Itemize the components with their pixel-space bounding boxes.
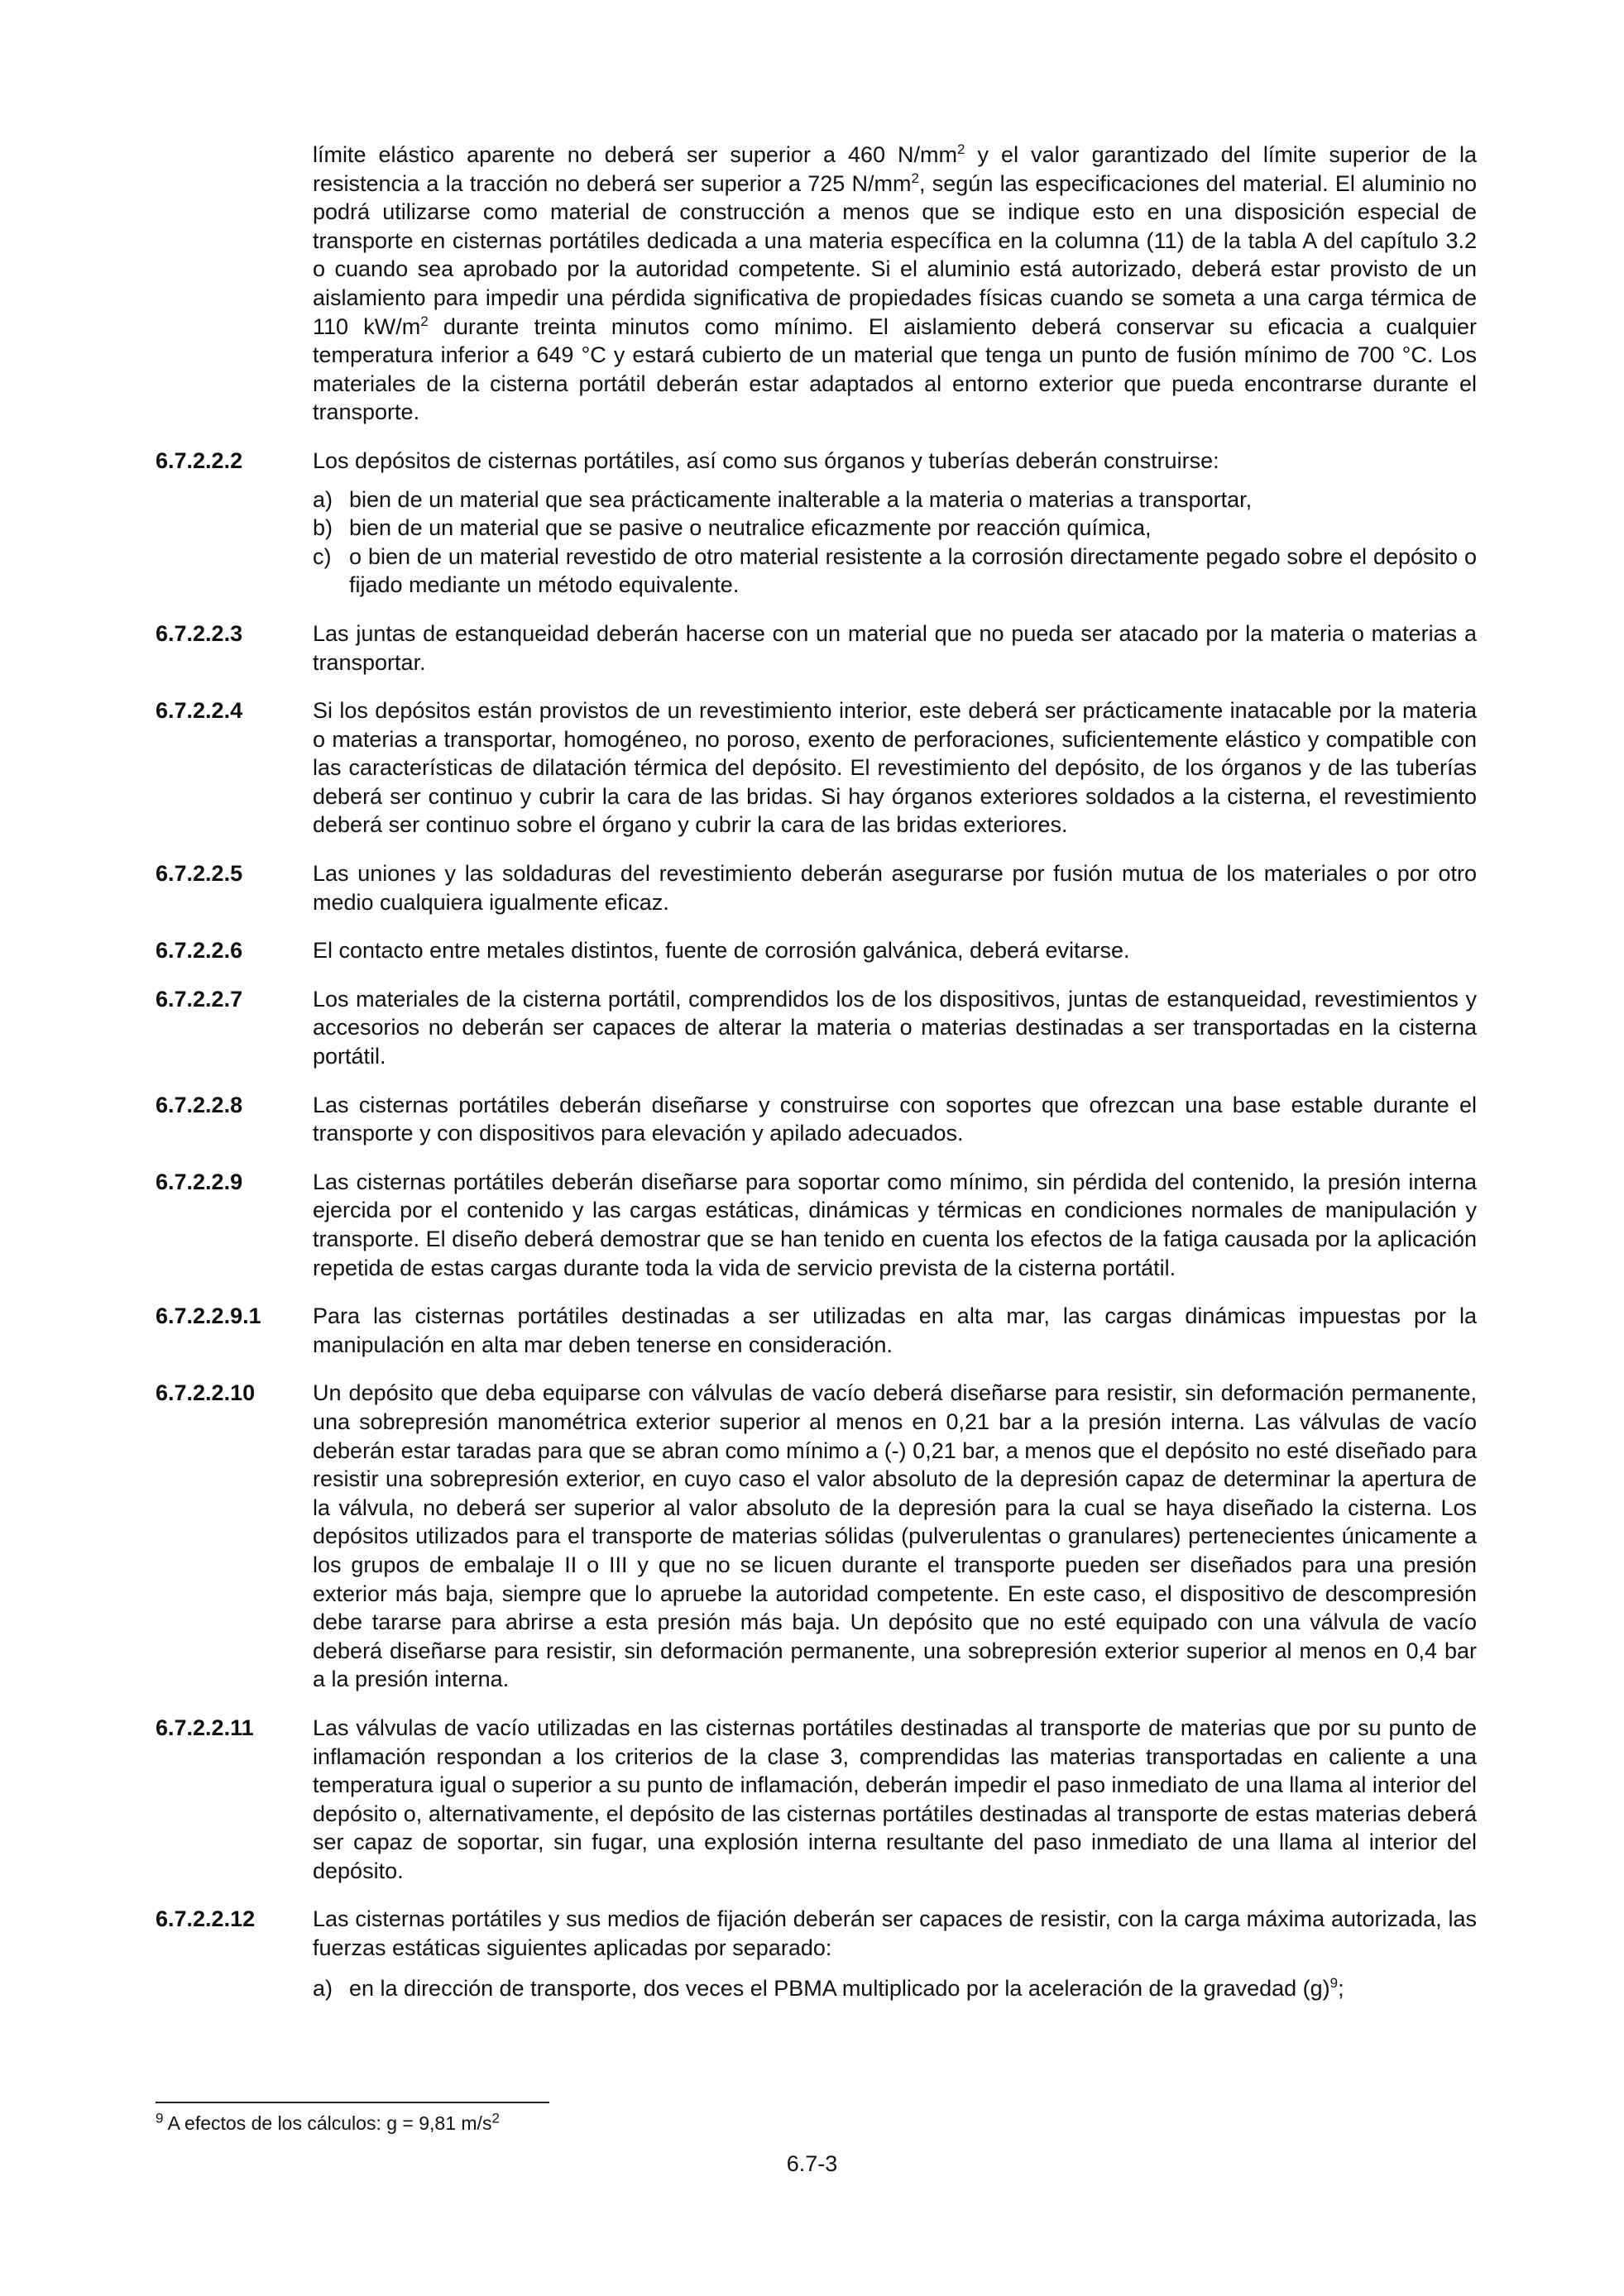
section-6-7-2-2-11: [156, 1714, 1477, 1886]
superscript: 2: [957, 141, 965, 157]
list-item: a) bien de un material que sea prácticamente inalterable a la materia o materias a transportar,: [313, 486, 1253, 512]
continuation-paragraph: límite elástico aparente no deberá ser superior a 460 $N/mm^2$ y el valor garantizado del límite superior de la resistencia a la tracción no deberá ser superior a 725 $N/mm^2$, según las especificaciones del material. El aluminio no podrá utilizarse como material de construcción a menos que se indique esto en una disposición especial de transporte en cisternas portátiles dedicada a una materia específica en la columna (11) de la tabla A del capítulo 3.2 o cuando sea aprobado por la autoridad competente. Si el aluminio está autorizado, deberá estar provisto de un aislamiento para impedir una pérdida significativa de propiedades físicas cuando se someta a una carga térmica de 110 $kW/m^2$ durante treinta minutos como mínimo. El aislamiento deberá conservar su eficacia a cualquier temperatura inferior a 649 °C y estará cubierto de un material que tenga un punto de fusión mínimo de 700 °C. Los materiales de la cisterna portátil deberán estar adaptados al entorno exterior que pueda encontrarse durante el transporte.: [313, 141, 1478, 425]
section-text: Las juntas de estanqueidad deberán hacerse con un material que no pueda ser atacado por la materia o materias a transportar.: [313, 620, 1477, 675]
section-number: 6.7.2.2.9.1: [156, 1303, 261, 1329]
section-number: 6.7.2.2.8: [156, 1092, 243, 1117]
list-item: b) bien de un material que se pasive o neutralice eficazmente por reacción química,: [313, 515, 1152, 541]
list-item: c) o bien de un material revestido de otro material resistente a la corrosión directamente pegado sobre el depósito o fijado mediante un método equivalente.: [313, 543, 1477, 598]
section-6-7-2-2-9: [156, 1168, 1477, 1282]
superscript: 2: [420, 313, 429, 329]
section-number: 6.7.2.2.5: [156, 861, 243, 887]
section-number: 6.7.2.2.9: [156, 1169, 243, 1194]
section-text: Un depósito que deba equiparse con válvulas de vacío deberá diseñarse para resistir, sin deformación permanente, una sobrepresión manométrica exterior superior al menos en 0,21 bar a la presión interna. Las válvulas de vacío deberán estar taradas para que se abran como mínimo a (-) 0,21 bar, a menos que el depósito no esté diseñado para resistir una sobrepresión exterior, en cuyo caso el valor absoluto de la depresión capaz de determinar la apertura de la válvula, no deberá ser superior al valor absoluto de la depresión para la cual se haya diseñado la cisterna. Los depósitos utilizados para el transporte de materias sólidas (pulverulentas o granulares) pertenecientes únicamente a los grupos de embalaje II o III y que no se licuen durante el transporte pueden ser diseñados para una presión exterior más baja, siempre que lo apruebe la autoridad competente. En este caso, el dispositivo de descompresión debe tararse para abrirse a esta presión más baja. Un depósito que no esté equipado con una válvula de vacío deberá diseñarse para resistir, sin deformación permanente, una sobrepresión exterior superior al menos en 0,4 bar a la presión interna.: [313, 1380, 1477, 1692]
section-number: 6.7.2.2.7: [156, 986, 243, 1012]
forces-list: [313, 1974, 1477, 2003]
section-6-7-2-2-10: [156, 1379, 1477, 1694]
section-6-7-2-2-5: [156, 859, 1477, 916]
document-page: [156, 141, 1477, 2002]
section-number: 6.7.2.2.6: [156, 938, 243, 964]
section-number: 6.7.2.2.11: [156, 1715, 254, 1740]
section-text: Si los depósitos están provistos de un revestimiento interior, este deberá ser prácticamente inatacable por la materia o materias a transportar, homogéneo, no poroso, exento de perforaciones, suficientemente elástico y compatible con las características de dilatación térmica del depósito. El revestimiento del depósito, de los órganos y de las tuberías deberá ser continuo y cubrir la cara de las bridas. Si hay órganos exteriores soldados a la cisterna, el revestimiento deberá ser continuo sobre el órgano y cubrir la cara de las bridas exteriores.: [313, 698, 1477, 838]
section-text: Las cisternas portátiles deberán diseñarse y construirse con soportes que ofrezcan una base estable durante el transporte y con dispositivos para elevación y apilado adecuados.: [313, 1092, 1477, 1146]
section-number: 6.7.2.2.12: [156, 1906, 256, 1932]
section-6-7-2-2-12: [156, 1905, 1477, 1962]
material-list: [313, 486, 1477, 600]
section-text: Las cisternas portátiles y sus medios de fijación deberán ser capaces de resistir, con la carga máxima autorizada, las fuerzas estáticas siguientes aplicadas por separado:: [313, 1906, 1477, 1961]
section-6-7-2-2-7: [156, 985, 1477, 1071]
page-number: 6.7-3: [786, 2151, 838, 2176]
section-number: 6.7.2.2.4: [156, 698, 243, 724]
footnote-mark: 9: [156, 2110, 164, 2126]
superscript: 2: [491, 2110, 500, 2126]
section-6-7-2-2-2: [156, 447, 1477, 600]
section-6-7-2-2-4: [156, 696, 1477, 839]
footnote-reference: 9: [1329, 1974, 1339, 1991]
section-number: 6.7.2.2.10: [156, 1380, 256, 1406]
section-text: Las uniones y las soldaduras del revestimiento deberán asegurarse por fusión mutua de los materiales o por otro medio cualquiera igualmente eficaz.: [313, 861, 1477, 915]
section-text: Los materiales de la cisterna portátil, comprendidos los de los dispositivos, juntas de estanqueidad, revestimientos y accesorios no deberán ser capaces de alterar la materia o materias destinadas a ser transportadas en la cisterna portátil.: [313, 986, 1477, 1069]
section-text: Para las cisternas portátiles destinadas a ser utilizadas en alta mar, las cargas dinámicas impuestas por la manipulación en alta mar deben tenerse en consideración.: [313, 1303, 1477, 1357]
section-6-7-2-2-9-1: [156, 1302, 1477, 1359]
list-item: a) en la dirección de transporte, dos veces el PBMA multiplicado por la aceleración de la gravedad $(g)^9$;: [313, 1974, 1344, 2001]
footnote-separator: [156, 2102, 549, 2103]
section-6-7-2-2-3: [156, 619, 1477, 677]
section-text: El contacto entre metales distintos, fuente de corrosión galvánica, deberá evitarse.: [313, 938, 1130, 964]
section-6-7-2-2-6: [156, 936, 1477, 965]
section-number: 6.7.2.2.3: [156, 620, 243, 646]
section-text: Las cisternas portátiles deberán diseñarse para soportar como mínimo, sin pérdida del contenido, la presión interna ejercida por el contenido y las cargas estáticas, dinámicas y térmicas en condiciones normales de manipulación y transporte. El diseño deberá demostrar que se han tenido en cuenta los efectos de la fatiga causada por la aplicación repetida de estas cargas durante toda la vida de servicio prevista de la cisterna portátil.: [313, 1169, 1477, 1280]
section-text: Los depósitos de cisternas portátiles, así como sus órganos y tuberías deberán construirse:: [313, 447, 1219, 473]
superscript: 2: [911, 170, 919, 186]
section-text: Las válvulas de vacío utilizadas en las cisternas portátiles destinadas al transporte de materias que por su punto de inflamación respondan a los criterios de la clase 3, comprendidas las materias transportadas en caliente a una temperatura igual o superior a su punto de inflamación, deberán impedir el paso inmediato de una llama al interior del depósito o, alternativamente, el depósito de las cisternas portátiles destinadas al transporte de estas materias deberá ser capaz de soportar, sin fugar, una explosión interna resultante del paso inmediato de una llama al interior del depósito.: [313, 1715, 1477, 1883]
section-number: 6.7.2.2.2: [156, 447, 243, 473]
section-6-7-2-2-8: [156, 1091, 1477, 1148]
footnote: $^9$ A efectos de los cálculos: g = 9,81 $m/s^2$: [156, 2110, 500, 2134]
